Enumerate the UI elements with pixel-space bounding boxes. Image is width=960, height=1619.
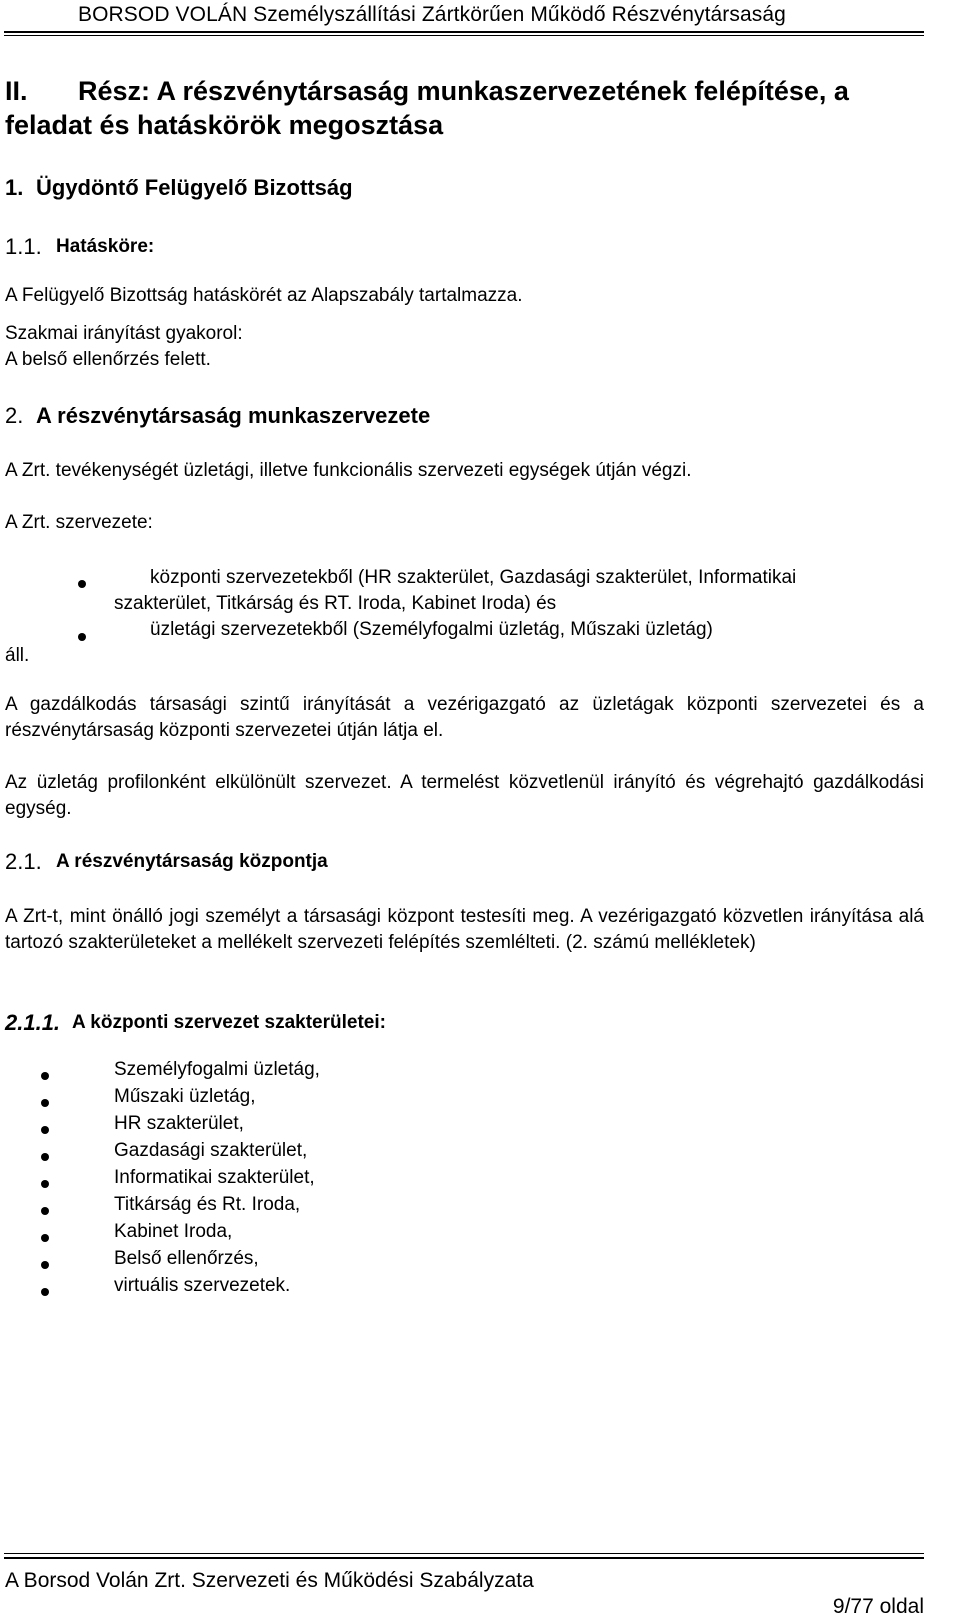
org-unit-item: Gazdasági szakterület, (114, 1140, 308, 1161)
section2-1-title: A részvénytársaság központja (56, 851, 328, 872)
bullet-icon (41, 1261, 49, 1269)
org-unit-item: Műszaki üzletág, (114, 1086, 256, 1107)
page-number: 9/77 oldal (832, 1595, 924, 1618)
org-unit-item: Informatikai szakterület, (114, 1167, 315, 1188)
org-unit-item: virtuális szervezetek. (114, 1275, 291, 1296)
section1-paragraph-2: Szakmai irányítást gyakorol: (5, 323, 243, 344)
footer-title: A Borsod Volán Zrt. Szervezeti és Működési Szabályzata (5, 1569, 534, 1592)
bullet-icon (41, 1072, 49, 1080)
header-title: BORSOD VOLÁN Személyszállítási Zártkörűen Működő Részvénytársaság (78, 3, 786, 26)
footer-rule (4, 1557, 924, 1559)
org-unit-item: HR szakterület, (114, 1113, 244, 1134)
bullet-icon (41, 1234, 49, 1242)
section2-number: 2. (5, 403, 24, 428)
org-suffix: áll. (5, 645, 30, 666)
section2-paragraph-3: A gazdálkodás társasági szintű irányítását a vezérigazgató az üzletágak központi szervezetei és a részvénytársaság központi szervezetei útján látja el. (5, 694, 924, 741)
part-heading-line2: feladat és hatáskörök megosztása (5, 110, 444, 140)
org-unit-item: Kabinet Iroda, (114, 1221, 233, 1242)
org-unit-item: Belső ellenőrzés, (114, 1248, 259, 1269)
section1-1-title: Hatásköre: (56, 236, 155, 257)
org-unit-item: Személyfogalmi üzletág, (114, 1059, 320, 1080)
section1-title: Ügydöntő Felügyelő Bizottság (36, 175, 353, 200)
footer-rule-thin (4, 1553, 924, 1554)
section1-number: 1. (5, 175, 24, 200)
bullet-icon (41, 1126, 49, 1134)
bullet-icon (41, 1288, 49, 1296)
bullet-icon (78, 633, 86, 641)
section2-1-paragraph: A Zrt-t, mint önálló jogi személyt a társasági központ testesíti meg. A vezérigazgató közvetlen irányítása alá tartozó szakterületeket a mellékelt szervezeti felépítés szemlélteti. (2. számú mellékletek) (5, 906, 924, 953)
section2-paragraph-1: A Zrt. tevékenységét üzletági, illetve funkcionális szervezeti egységek útján végzi. (5, 460, 692, 481)
part-number: II. (5, 76, 28, 106)
section1-paragraph-1: A Felügyelő Bizottság hatáskörét az Alapszabály tartalmazza. (5, 285, 523, 306)
org-bullet-2: üzletági szervezetekből (Személyfogalmi üzletág, Műszaki üzletág) (150, 619, 713, 640)
section1-paragraph-3: A belső ellenőrzés felett. (5, 349, 211, 370)
part-heading-line1: Rész: A részvénytársaság munkaszervezetének felépítése, a (78, 76, 849, 106)
section2-paragraph-2: A Zrt. szervezete: (5, 512, 153, 533)
section1-1-number: 1.1. (5, 234, 42, 259)
header-rule-thin (4, 35, 924, 36)
bullet-icon (41, 1180, 49, 1188)
section2-1-1-title: A központi szervezet szakterületei: (72, 1012, 386, 1033)
header-rule (4, 31, 924, 33)
bullet-icon (41, 1099, 49, 1107)
org-bullet-1-line1: központi szervezetekből (HR szakterület, Gazdasági szakterület, Informatikai (150, 567, 797, 588)
org-bullet-1-line2: szakterület, Titkárság és RT. Iroda, Kabinet Iroda) és (114, 593, 557, 614)
bullet-icon (78, 580, 86, 588)
section2-title: A részvénytársaság munkaszervezete (36, 403, 431, 428)
section2-1-1-number: 2.1.1. (5, 1010, 61, 1035)
bullet-icon (41, 1153, 49, 1161)
bullet-icon (41, 1207, 49, 1215)
section2-paragraph-4: Az üzletág profilonként elkülönült szervezet. A termelést közvetlenül irányító és végrehajtó gazdálkodási egység. (5, 772, 924, 819)
section2-1-number: 2.1. (5, 849, 42, 874)
org-unit-item: Titkárság és Rt. Iroda, (114, 1194, 301, 1215)
